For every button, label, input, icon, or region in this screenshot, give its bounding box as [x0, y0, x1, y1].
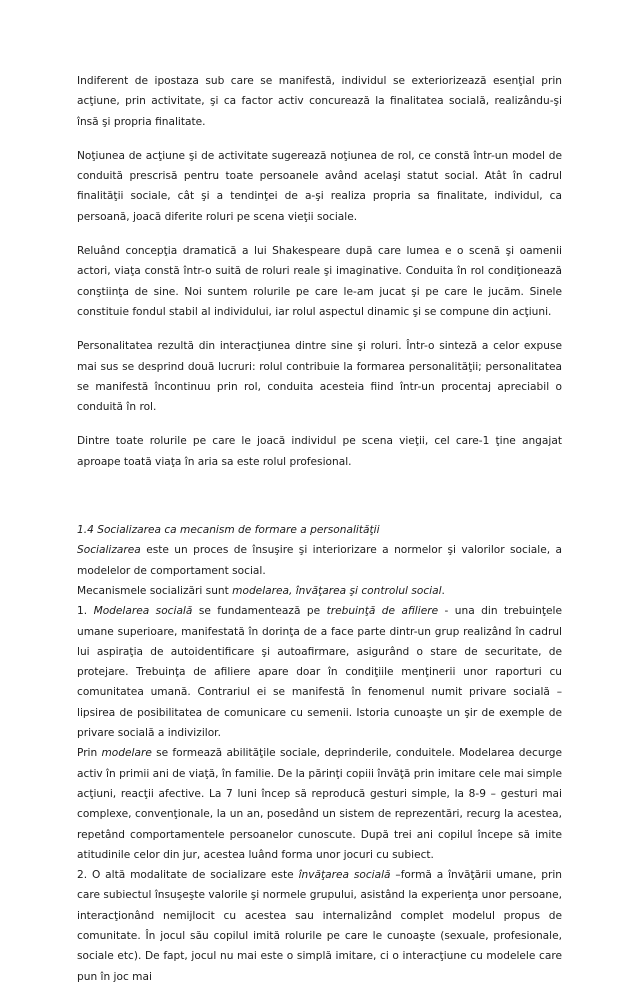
modelare-text: se formează abilităţile sociale, deprinderile, conduitele. Modelarea decurge activ în primii ani de viaţă, în familie. De la părinţi copiii învăţă prin imitare cele mai simple acţiuni, reacţii afective. La 7 luni încep să reproducă gesturi simple, la 8-9 – gesturi mai complexe, convenţionale, la un an, posedând un sistem de reprezentări, recurg la acestea, repetând comportamentele persoanelor cunoscute. După trei ani copilul începe să imite atitudinile celor din jur, acestea luând forma unor jocuri cu subiect. — [77, 747, 562, 861]
invatarea-text: –formă a învăţării umane, prin care subiectul însuşeşte valorile şi normele grupului, asistând la experienţa unor persoane, interacţionând nemijlocit cu acestea sau internalizând complet modelul propus de comunitate. În jocul său copilul imită rolurile pe care le cunoaşte (sexuale, profesionale, sociale etc). De fapt, jocul nu mai este o simplă imitare, ci o interacţiune cu modelele care pun în joc mai — [77, 869, 562, 983]
section-paragraph-5 — [77, 865, 562, 987]
item-number-1: 1. — [77, 605, 94, 618]
mechanisms-terms: modelarea, învăţarea şi controlul social — [232, 584, 442, 597]
modelarea-text: - una din trebuinţele umane superioare, manifestată în dorinţa de a face parte dintr-un grup realizând în cadrul lui aspiraţia de autoidentificare şi autoafirmare, asigurând o stare de securitate, de protejare. Trebuinţa de afiliere apare doar în condiţiile menţinerii unor raporturi cu comunitatea umană. Contrariul ei se manifestă în fenomenul numit privare socială – lipsirea de posibilitatea de comunicare cu semenii. Istoria cunoaşte un şir de exemple de privare socială a indivizilor. — [77, 605, 563, 740]
term-trebuinta-afiliere: trebuinţă de afiliere — [326, 605, 439, 618]
paragraph-4: Personalitatea rezultă din interacţiunea dintre sine şi roluri. Într-o sinteză a celor expuse mai sus se desprind două lucruri: rolul contribuie la formarea personalităţii; personalitatea se manifestă încontinuu prin rol, conduita acesteia fiind într-un procentaj apreciabil o conduită în rol. — [77, 340, 562, 414]
document-page — [77, 71, 562, 987]
paragraph-3: Reluând concepţia dramatică a lui Shakespeare după care lumea e o scenă şi oamenii actori, viaţa constă într-o suită de roluri reale şi imaginative. Conduita în rol condiţionează conştiinţa de sine. Noi suntem rolurile pe care le-am jucat şi pe care le jucăm. Sinele constituie fondul stabil al individului, iar rolul aspectul dinamic şi se compune din acţiuni. — [77, 245, 562, 318]
mechanisms-text: Mecanismele socializări sunt — [77, 584, 233, 597]
term-modelarea-sociala: Modelarea socială — [93, 605, 193, 618]
mechanisms-end: . — [441, 584, 445, 597]
paragraph-1: Indiferent de ipostaza sub care se manifestă, individul se exteriorizează esenţial prin acţiune, prin activitate, şi ca factor activ concurează la finalitatea socială, realizându-şi însă şi propria finalitate. — [77, 75, 562, 128]
section-paragraph-1 — [77, 540, 562, 581]
paragraph-2: Noţiunea de acţiune şi de activitate sugerează noţiunea de rol, ce constă într-un model de conduită prescrisă pentru toate persoanele având acelaşi statut social. Atât în cadrul finalităţii sociale, cât şi a tendinţei de a-şi realiza propria sa finalitate, individul, ca persoană, joacă diferite roluri pe scena vieţii sociale. — [77, 149, 562, 223]
term-modelare: modelare — [101, 747, 152, 760]
section-1-4 — [77, 520, 562, 987]
invatarea-pre: 2. O altă modalitate de socializare este — [77, 869, 299, 882]
term-invatarea-sociala: învăţarea socială — [298, 869, 391, 882]
section-paragraph-2 — [77, 581, 562, 601]
section-spacer — [77, 486, 562, 520]
section-heading: 1.4 Socializarea ca mecanism de formare a personalităţii — [77, 524, 380, 537]
prin-text: Prin — [77, 747, 102, 760]
modelarea-mid: se fundamentează pe — [192, 605, 327, 618]
definition-text: este un proces de însuşire şi interiorizare a normelor şi valorilor sociale, a modelelor de comportament social. — [77, 544, 562, 577]
term-socializarea: Socializarea — [77, 544, 141, 557]
paragraph-5: Dintre toate rolurile pe care le joacă individul pe scena vieţii, cel care-1 ţine angajat aproape toată viaţa în aria sa este rolul profesional. — [77, 435, 562, 468]
section-paragraph-4 — [77, 743, 562, 865]
section-paragraph-3 — [77, 601, 562, 743]
